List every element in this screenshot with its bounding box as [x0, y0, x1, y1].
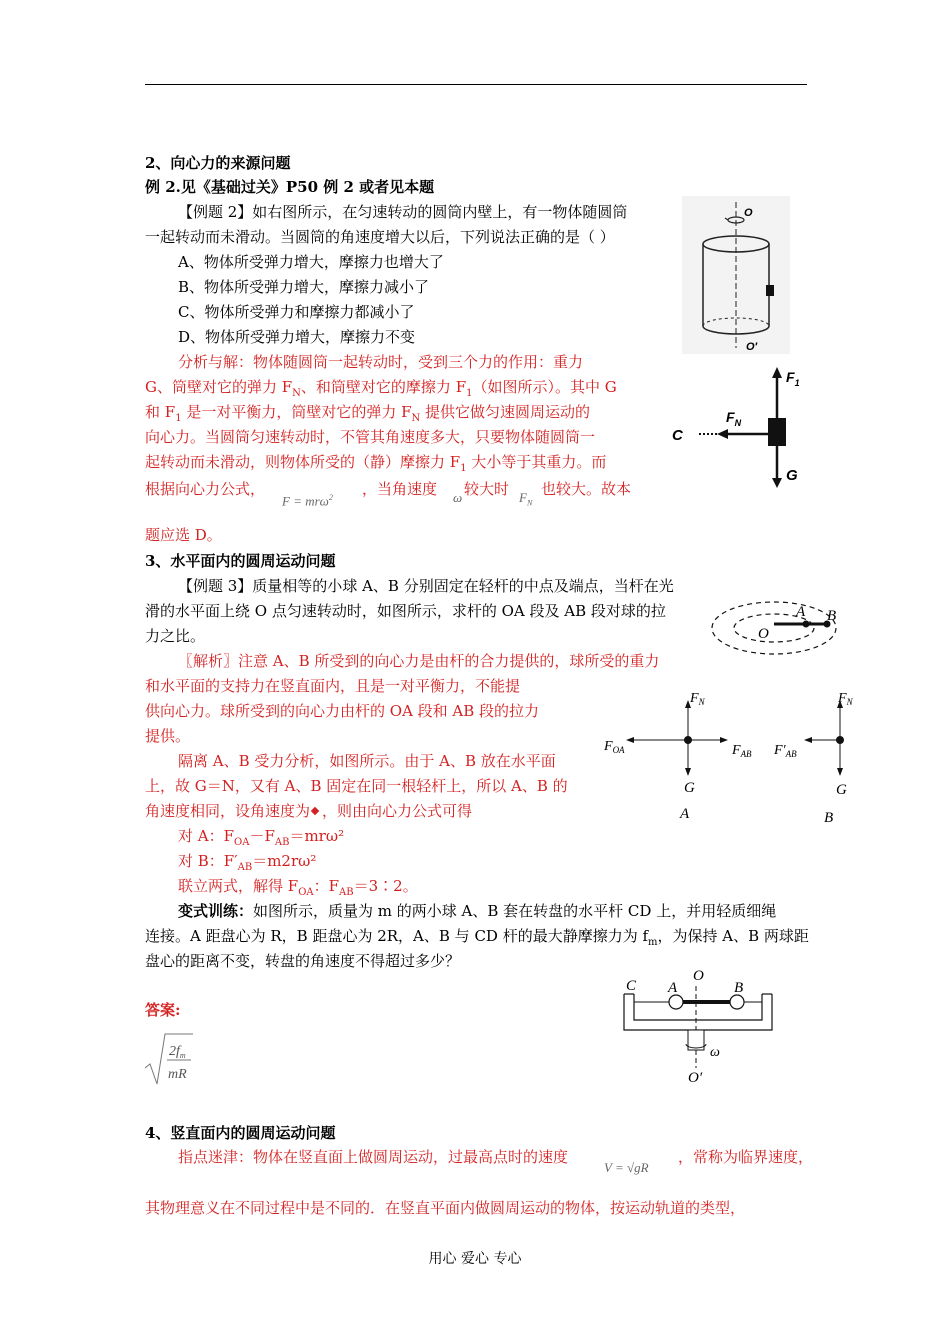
omega-symbol: ω [453, 490, 463, 505]
example-2-reference: 例 2.见《基础过关》P50 例 2 或者见本题 [145, 178, 435, 196]
c-label: C [672, 427, 683, 444]
analysis-line-6d: 也较大。故本 [541, 480, 632, 498]
section-3-title: 3、水平面内的圆周运动问题 [145, 552, 336, 570]
ball-a-label: A [796, 604, 806, 620]
analysis-line-6c: 较大时 [464, 480, 510, 498]
block-force-figure [668, 364, 808, 492]
solution-line-6: 上，故 G＝N，又有 A、B 固定在同一根轻杆上，所以 A、B 的 [145, 777, 568, 795]
solution-line-2: 和水平面的支持力在竖直面内，且是一对平衡力，不能提 [145, 677, 521, 695]
tip-line-1b: ，常称为临界速度， [678, 1148, 814, 1166]
svg-text:FAB: $F_{AB}$ [732, 743, 752, 759]
variant-line-2: 连接。A 距盘心为 R，B 距盘心为 2R，A、B 与 CD 杆的最大静摩擦力为 $f_m$，为保持 A、B 两球距 [145, 927, 809, 948]
analysis-line-1: 分析与解：物体随圆筒一起转动时，受到三个力的作用：重力 [178, 353, 584, 371]
svg-text:B: B [734, 980, 744, 996]
solution-line-5: 隔离 A、B 受力分析，如图所示。由于 A、B 放在水平面 [178, 752, 556, 770]
solution-line-3: 供向心力。球所受到的向心力由杆的 OA 段和 AB 段的拉力 [145, 702, 540, 720]
force-diagram-b [772, 688, 864, 828]
axis-top-label: O [744, 207, 753, 219]
svg-text:mR: mR [168, 1067, 187, 1082]
rotating-rod-figure [708, 598, 848, 660]
rotating-cylinder-figure [682, 196, 790, 354]
tip-line-2: 其物理意义在不同过程中是不同的．在竖直平面内做圆周运动的物体，按运动轨道的类型， [145, 1199, 746, 1217]
example-3-line-3: 力之比。 [145, 627, 206, 645]
analysis-line-7: 题应选 D。 [145, 526, 222, 544]
fn-label: $F_N$ [726, 409, 742, 428]
svg-text:O: O [693, 968, 704, 984]
solution-line-4: 提供。 [145, 727, 191, 745]
analysis-line-4: 向心力。当圆筒匀速转动时，不管其角速度多大，只要物体随圆筒一 [145, 428, 596, 446]
svg-text:F′AB: $F'_{AB}$ [774, 743, 797, 759]
analysis-line-5: 起转动而未滑动，则物体所受的（静）摩擦力 $F_1$ 大小等于其重力。而 [145, 453, 607, 474]
analysis-line-2: G、筒壁对它的弹力 $F_N$、和筒壁对它的摩擦力 $F_1$（如图所示）。其中 G [145, 378, 617, 399]
equation-result: 联立两式，解得 $F_{OA}$：$F_{AB}=3∶2$。 [178, 877, 418, 898]
svg-text:FN: $F_N$ [838, 691, 853, 707]
svg-text:ω: ω [710, 1045, 720, 1060]
svg-text:C: C [626, 978, 637, 994]
section-4-title: 4、竖直面内的圆周运动问题 [145, 1124, 336, 1142]
critical-velocity-formula: V = √gR [604, 1160, 649, 1175]
ball-b-label: B [827, 608, 837, 624]
svg-text:2fm: $2f_m$ [169, 1044, 186, 1060]
page-footer: 用心 爱心 专心 [428, 1251, 522, 1267]
analysis-line-3: 和 $F_1$ 是一对平衡力，筒壁对它的弹力 $F_N$ 提供它做匀速圆周运动的 [145, 403, 591, 424]
option-d: D、物体所受弹力增大，摩擦力不变 [178, 328, 416, 346]
section-2-title: 2、向心力的来源问题 [145, 154, 291, 172]
solution-line-1: 〖解析〗注意 A、B 所受到的向心力是由杆的合力提供的，球所受的重力 [178, 652, 660, 670]
svg-text:G: G [684, 780, 695, 796]
variant-line-3: 盘心的距离不变，转盘的角速度不得超过多少？ [145, 952, 461, 970]
force-diagram-a [600, 688, 770, 823]
svg-text:A: A [680, 806, 690, 822]
turntable-figure [616, 964, 781, 1088]
option-c: C、物体所受弹力和摩擦力都减小了 [178, 303, 415, 321]
svg-text:A: A [668, 980, 678, 996]
equation-b: 对 B：$F'_{AB}=m2r\omega^2$ [178, 852, 317, 873]
equation-a: 对 A：$F_{OA}-F_{AB}=mr\omega^2$ [178, 827, 345, 848]
g-label: G [786, 467, 798, 484]
svg-text:G: G [836, 782, 847, 798]
svg-text:FOA: $F_{OA}$ [604, 739, 625, 755]
option-a: A、物体所受弹力增大，摩擦力也增大了 [178, 253, 444, 271]
answer-formula [143, 1030, 195, 1086]
centripetal-formula: F = mrω$^2$ [282, 493, 333, 509]
fn-symbol: $F_N$ [519, 490, 533, 508]
option-b: B、物体所受弹力增大，摩擦力减小了 [178, 278, 430, 296]
example-3-line-2: 滑的水平面上绕 O 点匀速转动时，如图所示，求杆的 OA 段及 AB 段对球的拉 [145, 602, 666, 620]
axis-bottom-label: O′ [746, 341, 758, 353]
answer-label: 答案: [145, 1001, 181, 1019]
tip-line-1a: 指点迷津：物体在竖直面上做圆周运动，过最高点时的速度 [178, 1148, 569, 1166]
center-o-label: O [758, 626, 769, 642]
omega-mark-icon [311, 807, 319, 815]
example-3-line-1: 【例题 3】质量相等的小球 A、B 分别固定在轻杆的中点及端点，当杆在光 [178, 577, 674, 595]
header-rule [145, 84, 807, 85]
example-2-line-2: 一起转动而未滑动。当圆筒的角速度增大以后，下列说法正确的是（ ） [145, 228, 615, 246]
example-2-line-1: 【例题 2】如右图所示，在匀速转动的圆筒内壁上，有一物体随圆筒 [178, 203, 628, 221]
variant-line-1: 变式训练：如图所示，质量为 m 的两小球 A、B 套在转盘的水平杆 CD 上，并用轻质细绳 [178, 902, 777, 920]
svg-text:B: B [824, 810, 834, 826]
svg-text:FN: $F_N$ [690, 691, 705, 707]
svg-text:O′: O′ [688, 1070, 703, 1086]
analysis-line-6b: ，当角速度 [362, 480, 438, 498]
analysis-line-6a: 根据向心力公式， [145, 480, 266, 498]
f1-label: $F_1$ [786, 369, 800, 388]
solution-line-7: 角速度相同，设角速度为 ，则由向心力公式可得 [145, 802, 473, 820]
